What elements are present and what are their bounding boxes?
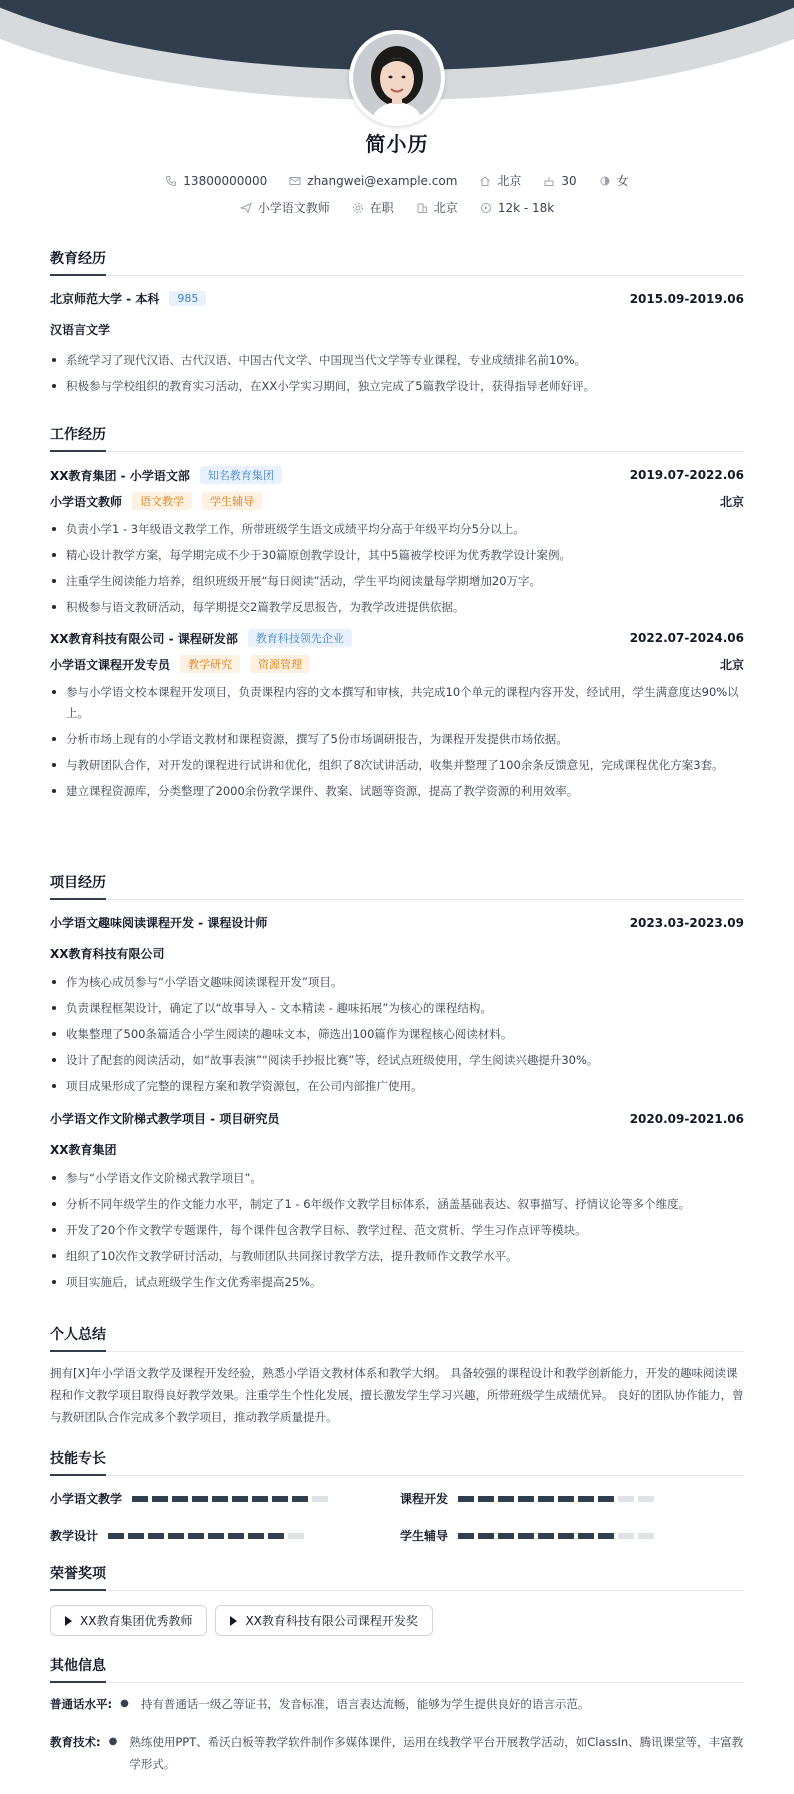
- play-icon: [65, 1616, 72, 1626]
- list-item: 项目成果形成了完整的课程方案和教学资源包，在公司内部推广使用。: [50, 1076, 744, 1097]
- list-item: 组织了10次作文教学研讨活动，与教师团队共同探讨教学方法，提升教师作文教学水平。: [50, 1246, 744, 1267]
- work-location: 北京: [719, 494, 744, 509]
- skill-tag: 资源管理: [250, 655, 310, 673]
- skill-level-filled: [498, 1533, 514, 1539]
- skill-name: 学生辅导: [400, 1529, 449, 1543]
- salary-item: [480, 201, 554, 215]
- skill-level-filled: [232, 1496, 248, 1502]
- list-item: 参与“小学语文作文阶梯式教学项目”。: [50, 1168, 744, 1189]
- skill-level-filled: [212, 1496, 228, 1502]
- skill-level-filled: [228, 1533, 244, 1539]
- gender-item: [599, 172, 629, 189]
- company-tag: 知名教育集团: [200, 466, 282, 484]
- skill-level-filled: [558, 1496, 574, 1502]
- list-item: 设计了配套的阅读活动，如“故事表演”“阅读手抄报比赛”等，经试点班级使用，学生阅读兴趣提升30%。: [50, 1050, 744, 1071]
- salary-text: 12k - 18k: [497, 200, 555, 215]
- skill-level-filled: [598, 1533, 614, 1539]
- award-label: XX教育集团优秀教师: [80, 1614, 193, 1628]
- email-icon: [289, 175, 301, 187]
- skill-item: [50, 1490, 400, 1507]
- job-intent-row: [0, 199, 794, 216]
- skill-level-filled: [292, 1496, 308, 1502]
- phone-text: 13800000000: [183, 173, 268, 188]
- avatar-portrait: [353, 34, 441, 122]
- other-item: [50, 1731, 744, 1775]
- status-text: 在职: [369, 201, 394, 215]
- award-item: [215, 1605, 432, 1636]
- role-name: 小学语文教师: [50, 494, 123, 509]
- skill-level-filled: [172, 1496, 188, 1502]
- skill-level-filled: [518, 1533, 534, 1539]
- skill-tag: 学生辅导: [202, 492, 262, 510]
- other-label: 教育技术:: [50, 1735, 101, 1749]
- email-item: [289, 174, 457, 188]
- building-icon: [416, 202, 428, 214]
- skill-level-bar: [458, 1533, 654, 1539]
- work-bullets: [50, 682, 744, 802]
- education-entry-head: [50, 290, 744, 307]
- other-text: 熟练使用PPT、希沃白板等教学软件制作多媒体课件，运用在线教学平台开展教学活动，如ClassIn、腾讯课堂等，丰富教学形式。: [129, 1735, 744, 1771]
- work-role-row: [50, 655, 744, 673]
- location-item: [479, 172, 521, 189]
- home-icon: [479, 175, 491, 187]
- list-item: 积极参与语文教研活动，每学期提交2篇教学反思报告，为教学改进提供依据。: [50, 597, 744, 618]
- skill-level-filled: [132, 1496, 148, 1502]
- skill-level-filled: [208, 1533, 224, 1539]
- skill-tag: 语文教学: [132, 492, 192, 510]
- other-item: [50, 1693, 744, 1715]
- section-title: 技能专长: [50, 1448, 744, 1476]
- awards-list: [50, 1605, 744, 1636]
- project-entry-head: [50, 914, 744, 931]
- list-item: 负责课程框架设计，确定了以“故事导入 - 文本精读 - 趣味拓展”为核心的课程结构。: [50, 998, 744, 1019]
- contact-row: [0, 172, 794, 189]
- project-entry-head: [50, 1110, 744, 1127]
- location-text: 北京: [497, 174, 522, 188]
- skill-name: 教学设计: [50, 1529, 99, 1543]
- send-icon: [240, 202, 252, 214]
- school-tag: 985: [169, 291, 206, 306]
- other-text: 持有普通话一级乙等证书，发音标准，语言表达流畅，能够为学生提供良好的语言示范。: [140, 1697, 590, 1711]
- work-entry-head: [50, 629, 744, 647]
- other-section: [50, 1655, 744, 1775]
- skill-level-filled: [152, 1496, 168, 1502]
- project-org: XX教育集团: [50, 1143, 117, 1157]
- section-title: 荣誉奖项: [50, 1563, 744, 1591]
- skill-level-empty: [312, 1496, 328, 1502]
- list-item: 分析不同年级学生的作文能力水平，制定了1 - 6年级作文教学目标体系，涵盖基础表达、叙事描写、抒情议论等多个维度。: [50, 1194, 744, 1215]
- skill-item: [400, 1490, 744, 1507]
- other-label: 普通话水平:: [50, 1697, 113, 1711]
- bullet-icon: ●: [108, 1736, 118, 1747]
- phone-icon: [165, 175, 177, 187]
- work-bullets: [50, 519, 744, 618]
- list-item: 开发了20个作文教学专题课件，每个课件包含教学目标、教学过程、范文赏析、学生习作点评等模块。: [50, 1220, 744, 1241]
- cake-icon: [543, 175, 555, 187]
- project-bullets: [50, 1168, 744, 1293]
- skill-level-filled: [558, 1533, 574, 1539]
- major: 汉语言文学: [50, 323, 111, 337]
- list-item: 系统学习了现代汉语、古代汉语、中国古代文学、中国现当代文学等专业课程，专业成绩排名前10%。: [50, 350, 744, 371]
- status-item: [352, 199, 394, 216]
- skill-level-filled: [168, 1533, 184, 1539]
- skill-level-filled: [248, 1533, 264, 1539]
- bullet-icon: ●: [120, 1698, 129, 1709]
- list-item: 项目实施后，试点班级学生作文优秀率提高25%。: [50, 1272, 744, 1293]
- summary-text: 拥有[X]年小学语文教学及课程开发经验，熟悉小学语文教材体系和教学大纲。 具备较强的课程设计和教学创新能力，开发的趣味阅读课程和作文教学项目取得良好教学效果。注重学生个性化发展，擅长激发学生学习兴趣，所带班级学生成绩优异。 良好的团队协作能力，曾与教研团队合作完成多个教学项目，推动教学质量提升。: [50, 1366, 744, 1424]
- gear-icon: [352, 202, 364, 214]
- section-title: 教育经历: [50, 248, 744, 276]
- skill-level-filled: [478, 1533, 494, 1539]
- list-item: 精心设计教学方案，每学期完成不少于30篇原创教学设计，其中5篇被学校评为优秀教学设计案例。: [50, 545, 744, 566]
- project-title: 小学语文作文阶梯式教学项目 - 项目研究员: [50, 1112, 280, 1126]
- skill-level-empty: [638, 1533, 654, 1539]
- skill-level-filled: [598, 1496, 614, 1502]
- project-org: XX教育科技有限公司: [50, 947, 165, 961]
- skill-level-filled: [268, 1533, 284, 1539]
- skill-level-bar: [132, 1496, 328, 1502]
- role-name: 小学语文课程开发专员: [50, 657, 171, 672]
- skill-level-bar: [458, 1496, 654, 1502]
- skill-level-filled: [458, 1496, 474, 1502]
- skill-level-filled: [188, 1533, 204, 1539]
- work-entry-head: [50, 466, 744, 484]
- education-date: 2015.09-2019.06: [629, 291, 744, 306]
- education-section: [50, 248, 744, 402]
- work-role-row: [50, 492, 744, 510]
- list-item: 参与小学语文校本课程开发项目，负责课程内容的文本撰写和审核，共完成10个单元的课程内容开发，经试用，学生满意度达90%以上。: [50, 682, 744, 724]
- skill-item: [400, 1527, 744, 1544]
- work-date: 2019.07-2022.06: [629, 468, 744, 482]
- skill-level-filled: [192, 1496, 208, 1502]
- skill-tag: 教学研究: [180, 655, 240, 673]
- awards-section: [50, 1563, 744, 1636]
- skill-name: 小学语文教学: [50, 1492, 123, 1506]
- work-location: 北京: [719, 657, 744, 672]
- skill-level-filled: [148, 1533, 164, 1539]
- gender-text: 女: [616, 174, 629, 188]
- section-title: 其他信息: [50, 1655, 744, 1683]
- skill-level-filled: [128, 1533, 144, 1539]
- summary-section: [50, 1324, 744, 1428]
- section-title: 项目经历: [50, 872, 744, 900]
- skill-level-filled: [108, 1533, 124, 1539]
- skills-section: [50, 1448, 744, 1544]
- skill-level-filled: [578, 1496, 594, 1502]
- list-item: 分析市场上现有的小学语文教材和课程资源，撰写了5份市场调研报告，为课程开发提供市场依据。: [50, 729, 744, 750]
- job-target-item: [240, 199, 330, 216]
- award-item: [50, 1605, 207, 1636]
- project-bullets: [50, 972, 744, 1097]
- section-title: 工作经历: [50, 424, 744, 452]
- skill-level-filled: [272, 1496, 288, 1502]
- skill-level-empty: [638, 1496, 654, 1502]
- skill-level-filled: [498, 1496, 514, 1502]
- list-item: 负责小学1 - 3年级语文教学工作，所带班级学生语文成绩平均分高于年级平均分5分以上。: [50, 519, 744, 540]
- award-label: XX教育科技有限公司课程开发奖: [245, 1614, 418, 1628]
- company-tag: 教育科技领先企业: [248, 629, 352, 647]
- skill-level-filled: [538, 1533, 554, 1539]
- salary-icon: [480, 202, 492, 214]
- project-date: 2020.09-2021.06: [629, 1111, 744, 1126]
- list-item: 注重学生阅读能力培养，组织班级开展“每日阅读”活动，学生平均阅读量每学期增加20万字。: [50, 571, 744, 592]
- list-item: 建立课程资源库，分类整理了2000余份教学课件、教案、试题等资源，提高了教学资源的利用效率。: [50, 781, 744, 802]
- projects-section: [50, 872, 744, 1298]
- skill-level-empty: [288, 1533, 304, 1539]
- city-text: 北京: [433, 201, 458, 215]
- gender-icon: [599, 175, 611, 187]
- skill-level-filled: [518, 1496, 534, 1502]
- section-title: 个人总结: [50, 1324, 744, 1352]
- company-name: XX教育集团 - 小学语文部: [50, 468, 190, 483]
- skill-level-filled: [458, 1533, 474, 1539]
- skill-item: [50, 1527, 400, 1544]
- avatar: [349, 30, 445, 126]
- project-date: 2023.03-2023.09: [629, 915, 744, 930]
- list-item: 积极参与学校组织的教育实习活动，在XX小学实习期间，独立完成了5篇教学设计，获得指导老师好评。: [50, 376, 744, 397]
- skill-name: 课程开发: [400, 1492, 449, 1506]
- skill-level-filled: [578, 1533, 594, 1539]
- school-name: 北京师范大学 - 本科: [50, 292, 160, 306]
- company-name: XX教育科技有限公司 - 课程研发部: [50, 631, 238, 646]
- skills-grid: [50, 1490, 744, 1544]
- skill-level-filled: [538, 1496, 554, 1502]
- skill-level-empty: [618, 1533, 634, 1539]
- age-item: [543, 174, 576, 188]
- skill-level-filled: [252, 1496, 268, 1502]
- skill-level-empty: [618, 1496, 634, 1502]
- age-text: 30: [561, 173, 577, 188]
- work-section: [50, 424, 744, 807]
- skill-level-filled: [478, 1496, 494, 1502]
- education-bullets: [50, 350, 744, 397]
- project-title: 小学语文趣味阅读课程开发 - 课程设计师: [50, 916, 268, 930]
- list-item: 收集整理了500条篇适合小学生阅读的趣味文本，筛选出100篇作为课程核心阅读材料。: [50, 1024, 744, 1045]
- job-target-text: 小学语文教师: [257, 201, 330, 215]
- play-icon: [230, 1616, 237, 1626]
- list-item: 与教研团队合作，对开发的课程进行试讲和优化，组织了8次试讲活动，收集并整理了100余条反馈意见，完成课程优化方案3套。: [50, 755, 744, 776]
- candidate-name: 简小历: [365, 132, 429, 156]
- city-item: [416, 199, 458, 216]
- skill-level-bar: [108, 1533, 304, 1539]
- list-item: 作为核心成员参与“小学语文趣味阅读课程开发”项目。: [50, 972, 744, 993]
- phone-item: [165, 174, 267, 188]
- work-date: 2022.07-2024.06: [629, 631, 744, 645]
- email-text: zhangwei@example.com: [307, 173, 458, 188]
